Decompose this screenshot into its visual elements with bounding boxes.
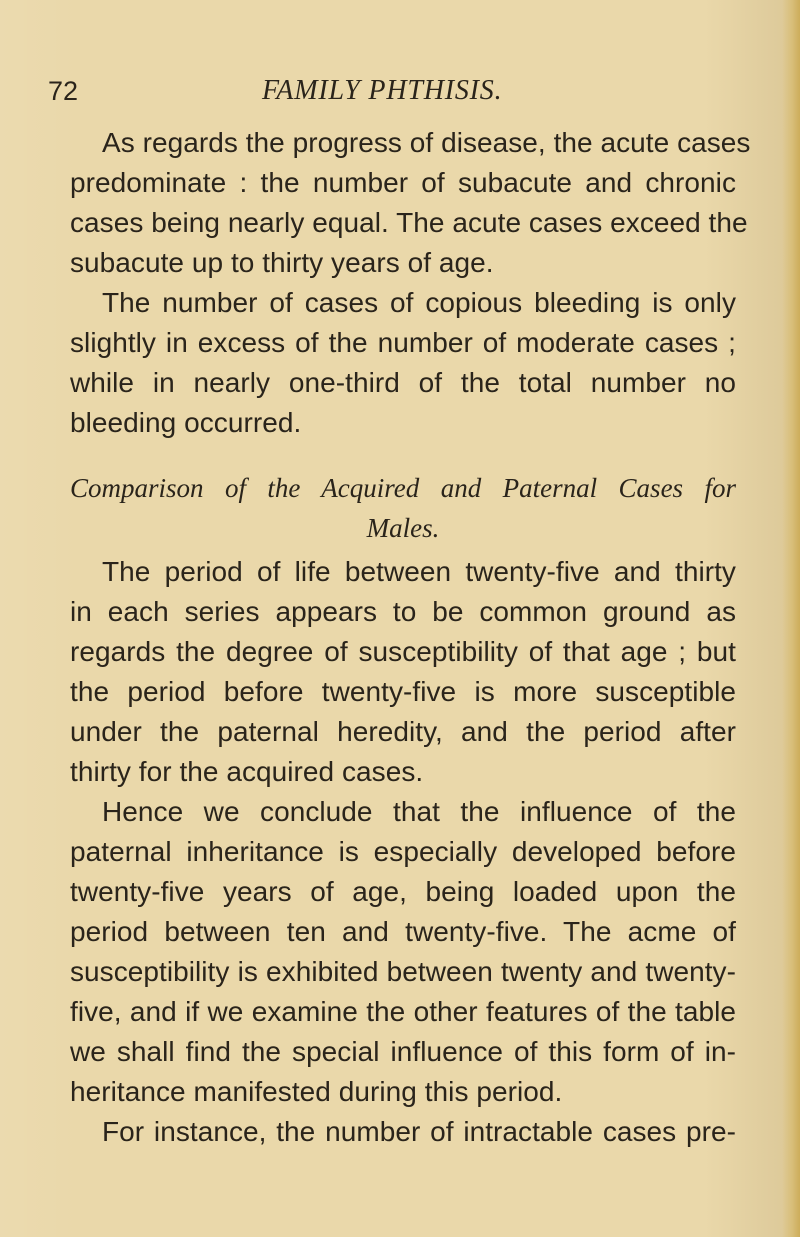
section-heading — [70, 468, 736, 548]
page-edge — [782, 0, 800, 1237]
text-line: regards the degree of susceptibility of that age ; but — [70, 636, 736, 667]
text-line: As regards the progress of disease, the acute cases — [102, 127, 751, 158]
text-line: For instance, the number of intractable cases pre- — [102, 1116, 736, 1147]
text-line: the period before twenty-five is more susceptible — [70, 676, 736, 707]
body-text-after-heading — [70, 552, 736, 1152]
text-line: susceptibility is exhibited between twenty and twenty- — [70, 956, 736, 987]
text-line: slightly in excess of the number of moderate cases ; — [70, 327, 736, 358]
text-line: The number of cases of copious bleeding is only — [102, 287, 736, 318]
text-line: subacute up to thirty years of age. — [70, 247, 494, 278]
text-line: The period of life between twenty-five and thirty — [102, 556, 736, 587]
text-line: cases being nearly equal. The acute cases exceed the — [70, 207, 748, 238]
section-heading-line: Comparison of the Acquired and Paternal Cases for — [70, 473, 736, 503]
text-line: five, and if we examine the other features of the table — [70, 996, 736, 1027]
text-line: thirty for the acquired cases. — [70, 756, 424, 787]
running-header — [48, 76, 748, 108]
text-line: heritance manifested during this period. — [70, 1076, 563, 1107]
text-line: twenty-five years of age, being loaded upon the — [70, 876, 736, 907]
page-number: 72 — [48, 76, 79, 106]
text-line: bleeding occurred. — [70, 407, 302, 438]
text-line: period between ten and twenty-five. The acme of — [70, 916, 736, 947]
text-line: we shall find the special influence of this form of in- — [70, 1036, 736, 1067]
text-line: while in nearly one-third of the total number no — [70, 367, 736, 398]
text-line: under the paternal heredity, and the period after — [70, 716, 736, 747]
text-line: Hence we conclude that the influence of the — [102, 796, 736, 827]
body-text-before-heading — [70, 123, 751, 443]
text-line: in each series appears to be common ground as — [70, 596, 736, 627]
section-heading-line: Males. — [366, 513, 440, 543]
running-title: FAMILY PHTHISIS. — [262, 75, 503, 106]
text-line: paternal inheritance is especially developed before — [70, 836, 736, 867]
text-line: predominate : the number of subacute and chronic — [70, 167, 736, 198]
